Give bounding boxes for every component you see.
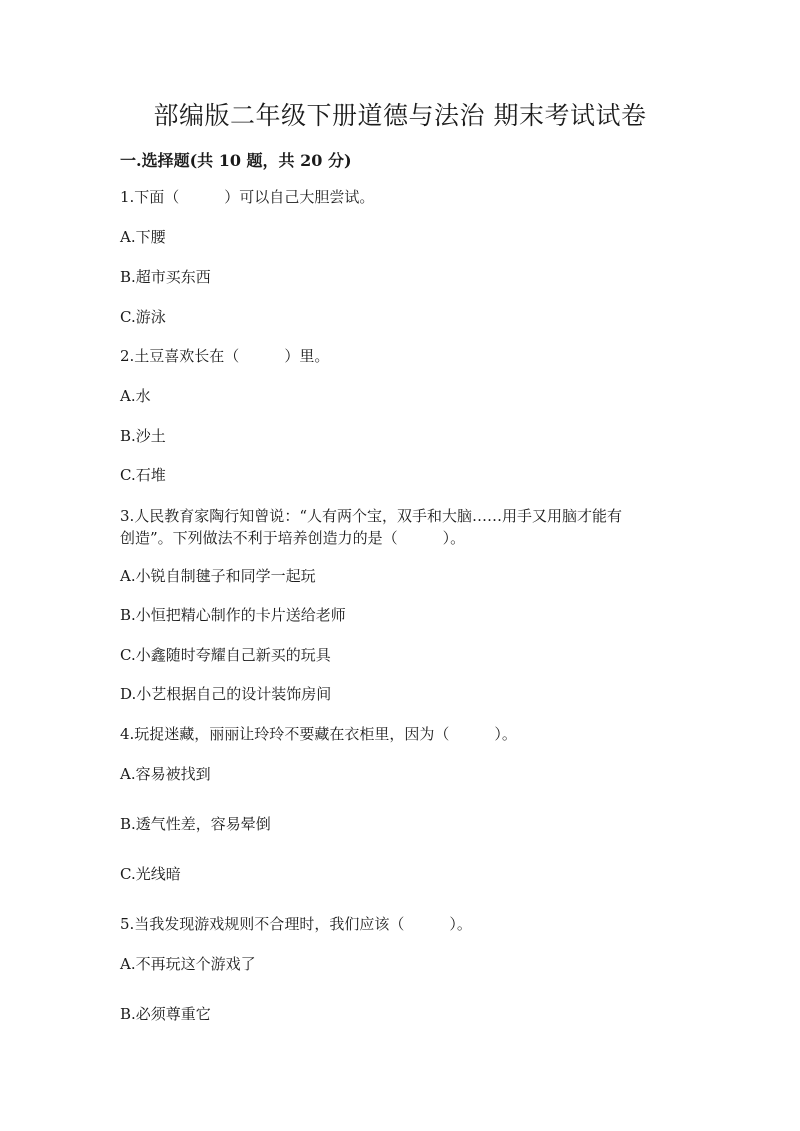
question-3-option-a: A.小锐自制毽子和同学一起玩 [120, 567, 316, 585]
question-1-option-b: B.超市买东西 [120, 268, 211, 286]
question-2-option-c: C.石堆 [120, 466, 166, 484]
section-heading: 一.选择题(共 10 题，共 20 分) [120, 151, 352, 170]
question-5-option-a: A.不再玩这个游戏了 [120, 955, 256, 973]
question-2-text: 2.土豆喜欢长在（ ）里。 [120, 347, 330, 365]
question-3-option-d: D.小艺根据自己的设计装饰房间 [120, 685, 332, 703]
question-4-option-c: C.光线暗 [120, 865, 181, 883]
page-title: 部编版二年级下册道德与法治 期末考试试卷 [153, 101, 647, 130]
question-2-option-b: B.沙土 [120, 427, 166, 445]
question-2-option-a: A.水 [120, 387, 151, 405]
question-5-option-b: B.必须尊重它 [120, 1005, 211, 1023]
question-4-text: 4.玩捉迷藏，丽丽让玲玲不要藏在衣柜里，因为（ ）。 [120, 725, 517, 743]
question-5-text: 5.当我发现游戏规则不合理时，我们应该（ ）。 [120, 915, 472, 933]
question-3-text-line2: 创造”。下列做法不利于培养创造力的是（ ）。 [120, 529, 466, 547]
question-1-option-a: A.下腰 [120, 228, 166, 246]
question-4-option-b: B.透气性差，容易晕倒 [120, 815, 271, 833]
question-1-option-c: C.游泳 [120, 308, 166, 326]
question-3-option-b: B.小恒把精心制作的卡片送给老师 [120, 606, 346, 624]
question-3-text-line1: 3.人民教育家陶行知曾说：“人有两个宝，双手和大脑……用手又用脑才能有 [120, 507, 622, 525]
question-3-option-c: C.小鑫随时夸耀自己新买的玩具 [120, 646, 331, 664]
question-4-option-a: A.容易被找到 [120, 765, 211, 783]
question-1-text: 1.下面（ ）可以自己大胆尝试。 [120, 188, 375, 206]
